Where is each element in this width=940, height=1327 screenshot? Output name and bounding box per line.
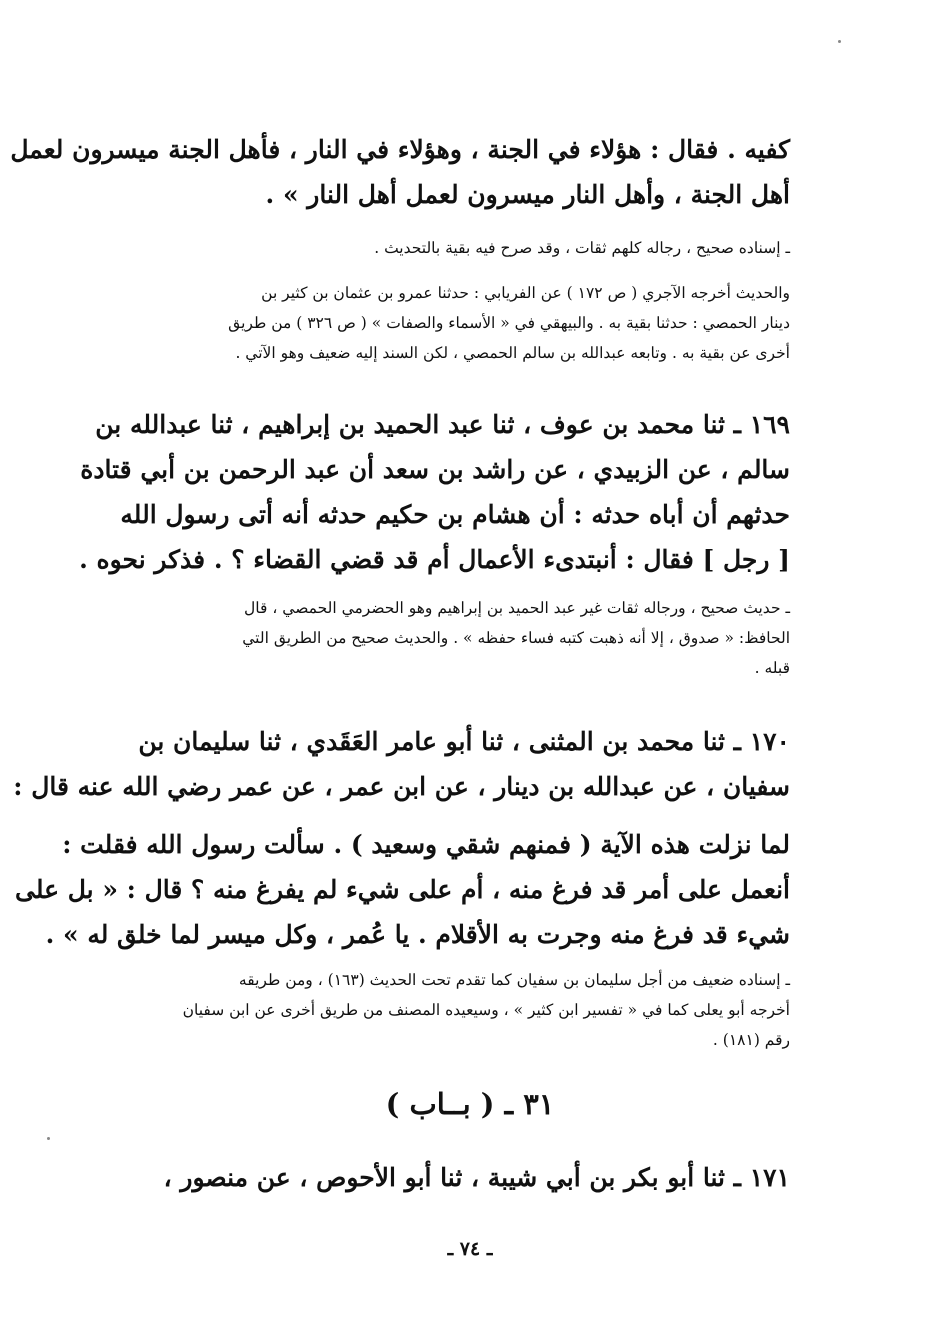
text-line: سفيان ، عن عبدالله بن دينار ، عن ابن عمر ، عن عمر رضي الله عنه قال : — [13, 772, 790, 801]
chapter-heading: ٣١ ـ ( بــاب ) — [385, 1087, 555, 1121]
text-line: [ رجل ] فقال : أنبتدىء الأعمال أم قد قضي القضاء ؟ . فذكر نحوه . — [79, 545, 790, 574]
scan-speck — [47, 1137, 50, 1140]
footnote-line: قبله . — [754, 659, 790, 677]
footnote-line: رقم (١٨١) . — [712, 1031, 790, 1049]
text-line: شيء قد فرغ منه وجرت به الأقلام . يا عُمر ، وكل ميسر لما خلق له » . — [45, 920, 790, 949]
footnote-line: والحديث أخرجه الآجري ( ص ١٧٢ ) عن الفريابي : حدثنا عمرو بن عثمان بن كثير بن — [261, 284, 790, 302]
hadith-171 — [110, 1155, 790, 1200]
footnote-line: دينار الحمصي : حدثنا بقية به . والبيهقي في « الأسماء والصفات » ( ص ٣٢٦ ) من طريق — [228, 314, 790, 332]
footnote-168-isnad — [110, 233, 790, 263]
footnote-168-takhrij — [110, 278, 790, 368]
text-line: حدثهم أن أباه حدثه : أن هشام بن حكيم حدثه أنه أتى رسول الله — [120, 500, 790, 529]
hadith-169 — [79, 402, 790, 582]
footnote-line: ـ حديث صحيح ، ورجاله ثقات غير عبد الحميد بن إبراهيم وهو الحضرمي الحمصي ، قال — [244, 599, 790, 617]
footnote-line: الحافظ: « صدوق ، إلا أنه ذهبت كتبه فساء حفظه » . والحديث صحيح من الطريق التي — [242, 629, 790, 647]
text-line: لما نزلت هذه الآية ( فمنهم شقي وسعيد ) . سألت رسول الله فقلت : — [62, 830, 790, 859]
text-line: ١٧٠ ـ ثنا محمد بن المثنى ، ثنا أبو عامر العَقَدي ، ثنا سليمان بن — [138, 727, 790, 756]
scan-speck — [838, 40, 841, 43]
footnote-169 — [110, 593, 790, 683]
hadith-168-continuation — [10, 127, 790, 217]
text-line: سالم ، عن الزبيدي ، عن راشد بن سعد أن عبد الرحمن بن أبي قتادة — [80, 455, 790, 484]
text-line: أنعمل على أمر قد فرغ منه ، أم على شيء لم يفرغ منه ؟ قال : « بل على — [15, 875, 790, 904]
footnote-line: ـ إسناده صحيح ، رجاله كلهم ثقات ، وقد صرح فيه بقية بالتحديث . — [374, 239, 790, 257]
footnote-170 — [110, 965, 790, 1055]
footnote-line: أخرجه أبو يعلى كما في « تفسير ابن كثير » ، وسيعيده المصنف من طريق أخرى عن ابن سفيان — [182, 1001, 790, 1019]
text-line: كفيه . فقال : هؤلاء في الجنة ، وهؤلاء في النار ، فأهل الجنة ميسرون لعمل — [10, 135, 790, 164]
hadith-170-isnad — [13, 719, 790, 809]
text-line: ١٦٩ ـ ثنا محمد بن عوف ، ثنا عبد الحميد بن إبراهيم ، ثنا عبدالله بن — [95, 410, 790, 439]
footnote-line: ـ إسناده ضعيف من أجل سليمان بن سفيان كما تقدم تحت الحديث (١٦٣) ، ومن طريقه — [238, 971, 790, 989]
footnote-line: أخرى عن بقية به . وتابعه عبدالله بن سالم الحمصي ، لكن السند إليه ضعيف وهو الآتي . — [235, 344, 790, 362]
text-line: أهل الجنة ، وأهل النار ميسرون لعمل أهل النار » . — [265, 180, 790, 209]
text-line: ١٧١ ـ ثنا أبو بكر بن أبي شيبة ، ثنا أبو الأحوص ، عن منصور ، — [163, 1163, 790, 1192]
page-number: ـ ٧٤ ـ — [447, 1238, 493, 1260]
hadith-170-matn — [15, 822, 790, 957]
